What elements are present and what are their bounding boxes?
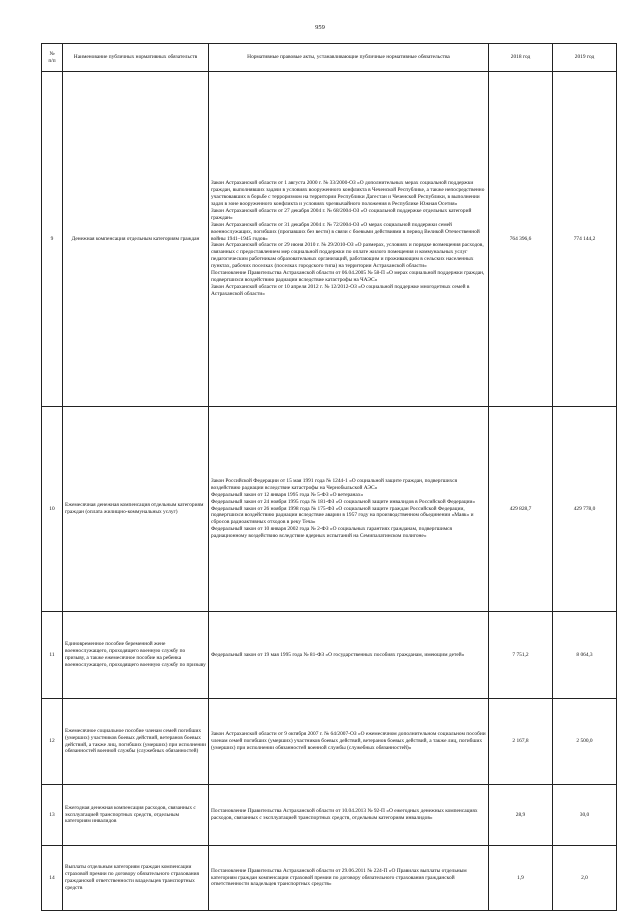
legal-acts	[209, 72, 489, 407]
obligation-name: Ежемесячная денежная компенсация отдельным категориям граждан (оплата жилищно-коммунальных услуг)	[63, 407, 209, 612]
header-2019: 2019 год	[553, 44, 617, 72]
legal-act: Закон Астраханской области от 29 июня 2010 г. № 29/2010-ОЗ «О размерах, условиях и порядке возмещения расходов, связанных с предоставлением мер социальной поддержки по оплате жилого помещения и коммунальных услуг педагогическим работникам образовательных организаций, работающим и проживающим в сельских населенных пунктах, рабочих поселках (поселках городского типа) на территории Астраханской области»	[211, 242, 484, 270]
legal-act: Федеральный закон от 10 января 2002 года № 2-ФЗ «О социальных гарантиях гражданам, подвергшимся радиационному воздействию вследствие ядерных испытаний на Семипалатинском полигоне»	[211, 526, 452, 540]
value-2019: 774 144,2	[553, 72, 617, 407]
obligations-table	[41, 43, 617, 911]
legal-act: Закон Астраханской области от 10 апреля 2012 г. № 12/2012-ОЗ «О социальной поддержке многодетных семей в Астраханской области»	[211, 283, 470, 297]
row-number: 12	[42, 699, 63, 785]
legal-acts	[209, 785, 489, 846]
value-2018: 429 828,7	[489, 407, 553, 612]
obligation-name: Денежная компенсация отдельным категориям граждан	[63, 72, 209, 407]
legal-act: Постановление Правительства Астраханской области от 29.06.2011 № 224-П «О Правилах выплаты отдельным категориям граждан компенсации страховой премии по договору обязательного страхования гражданской ответственности владельцев транспортных средств»	[211, 867, 467, 888]
legal-act: Закон Астраханской области от 9 октября 2007 г. № 64/2007-ОЗ «О ежемесячном дополнительном социальном пособии членам семей погибших (умерших) участников боевых действий, ветеранов боевых действий, а также лиц, погибших (умерших) при исполнении обязанностей военной службы (служебных обязанностей)»	[211, 731, 486, 751]
value-2018: 28,9	[489, 785, 553, 846]
value-2018: 1,9	[489, 846, 553, 911]
obligation-name: Ежемесячное социальное пособие членам семей погибших (умерших) участников боевых действий, ветеранов боевых действий, а также лиц, погибших (умерших) при исполнении обязанностей военной службы (служебных обязанностей)	[63, 699, 209, 785]
header-num: № п/п	[42, 44, 63, 72]
value-2019: 8 064,3	[553, 612, 617, 699]
legal-act: Федеральный закон от 26 ноября 1998 года № 175-ФЗ «О социальной защите граждан Российской Федерации, подвергшихся воздействию радиации вследствие аварии в 1957 году на производственном объединении «Маяк» и сбросов радиоактивных отходов в реку Теча»	[211, 505, 474, 526]
legal-act: Закон Астраханской области от 31 декабря 2004 г. № 72/2004-ОЗ «О мерах социальной поддержки семей военнослужащих, погибших (пропавших без вести) в связи с боевыми действиями в период Великой Отечественной войны 1941–1945 годов»	[211, 221, 480, 242]
row-number: 13	[42, 785, 63, 846]
legal-acts	[209, 699, 489, 785]
header-acts: Нормативные правовые акты, устанавливающие публичные нормативные обязательства	[209, 44, 489, 72]
value-2019: 429 778,0	[553, 407, 617, 612]
table-row	[42, 72, 617, 407]
table-row	[42, 612, 617, 699]
table-row	[42, 407, 617, 612]
legal-act: Федеральный закон от 19 мая 1995 года № 81-ФЗ «О государственных пособиях гражданам, имеющим детей»	[211, 651, 465, 658]
row-number: 14	[42, 846, 63, 911]
table-body	[42, 72, 617, 911]
legal-act: Закон Астраханской области от 27 декабря 2004 г. № 68/2004-ОЗ «О социальной поддержке отдельных категорий граждан»	[211, 207, 472, 221]
table-row	[42, 699, 617, 785]
value-2018: 7 751,2	[489, 612, 553, 699]
row-number: 10	[42, 407, 63, 612]
obligation-name: Единовременное пособие беременной жене военнослужащего, проходящего военную службу по призыву, а также ежемесячное пособие на ребенка военнослужащего, проходящего военную службу по призыву	[63, 612, 209, 699]
legal-acts	[209, 407, 489, 612]
row-number: 9	[42, 72, 63, 407]
legal-acts	[209, 846, 489, 911]
header-row	[42, 44, 617, 72]
header-name: Наименование публичных нормативных обязательств	[63, 44, 209, 72]
header-2018: 2018 год	[489, 44, 553, 72]
value-2018: 2 167,8	[489, 699, 553, 785]
value-2019: 2,0	[553, 846, 617, 911]
legal-act: Закон Астраханской области от 1 августа 2000 г. № 33/2000-ОЗ «О дополнительных мерах социальной поддержки граждан, выполнявших задачи в условиях вооруженного конфликта в Чеченской Республике, а также непосредственно участвовавших в борьбе с терроризмом на территории Республики Дагестан и Чеченской Республики, в выполнении задач в зоне вооруженного конфликта и условиях чрезвычайного положения в Республике Южная Осетия»	[211, 180, 485, 208]
value-2019: 2 500,0	[553, 699, 617, 785]
row-number: 11	[42, 612, 63, 699]
table-row	[42, 846, 617, 911]
legal-act: Закон Российской Федерации от 15 мая 1991 года № 1244-1 «О социальной защите граждан, подвергшихся воздействию радиации вследствие катастрофы на Чернобыльской АЭС»	[211, 477, 458, 491]
legal-act: Федеральный закон от 12 января 1995 года № 5-ФЗ «О ветеранах»	[211, 491, 364, 498]
legal-act: Постановление Правительства Астраханской области от 10.04.2013 № 92-П «О ежегодных денежных компенсациях расходов, связанных с эксплуатацией транспортных средств, отдельным категориям инвалидов»	[211, 808, 478, 821]
page-number: 959	[315, 24, 325, 31]
legal-acts	[209, 612, 489, 699]
obligation-name: Ежегодная денежная компенсация расходов, связанных с эксплуатацией транспортных средств, отдельным категориям инвалидов	[63, 785, 209, 846]
legal-act: Постановление Правительства Астраханской области от 06.04.2005 № 58-П «О мерах социальной поддержки граждан, подвергшихся воздействию радиации вследствие катастрофы на ЧАЭС»	[211, 270, 485, 283]
value-2019: 30,0	[553, 785, 617, 846]
legal-act: Федеральный закон от 24 ноября 1995 года № 181-ФЗ «О социальной защите инвалидов в Российской Федерации»	[211, 498, 476, 505]
table-row	[42, 785, 617, 846]
value-2018: 764 396,6	[489, 72, 553, 407]
obligation-name: Выплаты отдельным категориям граждан компенсации страховой премии по договору обязательного страхования гражданской ответственности владельцев транспортных средств	[63, 846, 209, 911]
